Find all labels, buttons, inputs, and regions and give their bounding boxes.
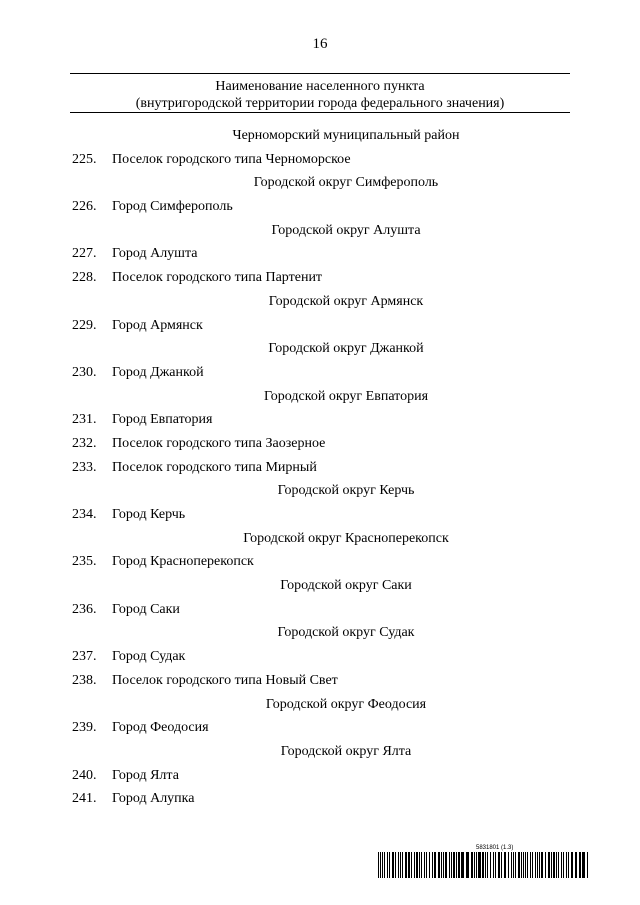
list-item: [0, 669, 640, 693]
barcode-bar: [434, 852, 436, 878]
barcode-bar: [482, 852, 484, 878]
barcode-bar: [504, 852, 506, 878]
barcode-bar: [566, 852, 567, 878]
barcode-bar: [587, 852, 588, 878]
item-number: 234.: [72, 507, 97, 522]
item-name: Город Судак: [112, 649, 186, 665]
barcode-bar: [405, 852, 407, 878]
barcode-bar: [535, 852, 536, 878]
barcode-image: [378, 852, 590, 878]
barcode-bar: [414, 852, 415, 878]
barcode-bar: [539, 852, 540, 878]
barcode-bar: [515, 852, 516, 878]
section-heading: Городской округ Саки: [280, 578, 412, 594]
barcode-bar: [441, 852, 442, 878]
barcode-bar: [384, 852, 385, 878]
barcode-bar: [553, 852, 555, 878]
barcode-bar: [525, 852, 526, 878]
barcode-bar: [493, 852, 494, 878]
list-item: [0, 764, 640, 788]
list-item: [0, 148, 640, 172]
item-name: Город Феодосия: [112, 720, 209, 736]
barcode-bar: [378, 852, 379, 878]
barcode-bar: [487, 852, 488, 878]
item-number: 239.: [72, 720, 97, 736]
item-name: Город Евпатория: [112, 412, 213, 428]
barcode-bar: [513, 852, 514, 878]
list-item: [0, 361, 640, 385]
barcode-bar: [392, 852, 394, 878]
barcode-bar: [501, 852, 502, 878]
barcode-bar: [541, 852, 543, 878]
list-item: [0, 550, 640, 574]
item-name: Город Ялта: [112, 767, 179, 783]
barcode-bar: [571, 852, 573, 878]
list-item: [0, 408, 640, 432]
barcode-bar: [380, 852, 381, 878]
item-name: Город Керчь: [112, 507, 186, 522]
barcode-bar: [416, 852, 418, 878]
barcode-label: 5831801 (1.3): [476, 845, 514, 851]
barcode-bar: [527, 852, 528, 878]
list-item: [0, 787, 640, 811]
item-name: Город Джанкой: [112, 364, 204, 380]
item-number: 238.: [72, 672, 97, 688]
item-number: 229.: [72, 317, 97, 333]
barcode-bar: [398, 852, 399, 878]
barcode-bar: [490, 852, 491, 878]
item-name: Город Алушта: [112, 246, 198, 262]
barcode-bar: [438, 852, 440, 878]
item-number: 233.: [72, 459, 97, 475]
barcode-bar: [545, 852, 546, 878]
item-number: 232.: [72, 435, 97, 451]
item-number: 228.: [72, 270, 97, 286]
list-item: [0, 456, 640, 480]
column-header: [70, 78, 570, 112]
barcode-bar: [548, 852, 550, 878]
barcode-bar: [466, 852, 469, 878]
section-heading: Городской округ Симферополь: [253, 175, 439, 191]
barcode-bar: [426, 852, 427, 878]
barcode-bar: [518, 852, 520, 878]
section-heading: Черноморский муниципальный район: [232, 128, 460, 143]
barcode-bar: [575, 852, 577, 878]
column-header-line1: Наименование населенного пункта: [215, 79, 425, 94]
page-number: 16: [312, 36, 328, 52]
item-number: 240.: [72, 767, 97, 783]
barcode-bar: [395, 852, 396, 878]
list-item: [0, 503, 640, 527]
section-heading: Городской округ Керчь: [277, 483, 415, 499]
barcode-bar: [582, 852, 585, 878]
section-heading: Городской округ Джанкой: [268, 341, 424, 357]
item-name: Поселок городского типа Заозерное: [112, 435, 326, 451]
list-item: [0, 195, 640, 219]
barcode-bar: [476, 852, 477, 878]
barcode-bar: [471, 852, 473, 878]
item-number: 236.: [72, 601, 97, 617]
barcode-bar: [461, 852, 464, 878]
item-name: Поселок городского типа Черноморское: [112, 151, 351, 167]
barcode-bar: [478, 852, 481, 878]
list-item: [0, 314, 640, 338]
list-item: [0, 645, 640, 669]
barcode-bar: [561, 852, 562, 878]
item-number: 230.: [72, 364, 97, 380]
item-name: Поселок городского типа Партенит: [112, 270, 323, 286]
barcode-bar: [508, 852, 509, 878]
barcode-bar: [521, 852, 522, 878]
section-heading: Городской округ Красноперекопск: [243, 530, 449, 546]
barcode-bar: [523, 852, 524, 878]
section-heading: Городской округ Судак: [277, 625, 415, 641]
barcode-bar: [579, 852, 581, 878]
barcode-bar: [421, 852, 422, 878]
item-name: Поселок городского типа Новый Свет: [112, 672, 338, 688]
item-number: 227.: [72, 246, 97, 262]
item-number: 226.: [72, 199, 97, 215]
header-top-rule: [70, 73, 570, 74]
item-name: Город Армянск: [112, 317, 203, 333]
item-number: 225.: [72, 151, 97, 167]
barcode-bar: [485, 852, 486, 878]
barcode-bar: [402, 852, 403, 878]
section-heading: Городской округ Армянск: [268, 293, 424, 309]
barcode-bar: [556, 852, 557, 878]
item-name: Город Симферополь: [112, 199, 233, 215]
barcode-bar: [400, 852, 401, 878]
barcode-bar: [449, 852, 450, 878]
barcode-bar: [432, 852, 433, 878]
barcode-bar: [498, 852, 500, 878]
section-heading: Городской округ Алушта: [271, 222, 421, 238]
barcode-bar: [511, 852, 512, 878]
item-number: 237.: [72, 649, 97, 665]
list-item: [0, 432, 640, 456]
barcode-bar: [408, 852, 410, 878]
barcode-bar: [563, 852, 564, 878]
settlement-list: [0, 124, 640, 811]
barcode-bar: [453, 852, 455, 878]
list-item: [0, 716, 640, 740]
barcode-bar: [558, 852, 559, 878]
barcode-bar: [451, 852, 452, 878]
list-item: [0, 598, 640, 622]
list-item: [0, 242, 640, 266]
barcode-bar: [389, 852, 390, 878]
item-name: Поселок городского типа Мирный: [112, 459, 317, 475]
barcode-bar: [537, 852, 538, 878]
barcode-bar: [411, 852, 412, 878]
item-name: Город Красноперекопск: [112, 554, 254, 570]
barcode-bar: [474, 852, 475, 878]
barcode-bar: [456, 852, 457, 878]
section-heading: Городской округ Евпатория: [263, 388, 429, 404]
item-number: 231.: [72, 412, 97, 428]
barcode-bar: [530, 852, 531, 878]
section-heading: Городской округ Ялта: [280, 743, 412, 759]
item-name: Город Алупка: [112, 791, 195, 807]
barcode-bar: [382, 852, 383, 878]
barcode-bar: [532, 852, 533, 878]
barcode-bar: [495, 852, 496, 878]
list-item: [0, 266, 640, 290]
barcode-bar: [429, 852, 430, 878]
barcode-bar: [419, 852, 420, 878]
item-number: 241.: [72, 791, 97, 807]
barcode-bar: [443, 852, 444, 878]
barcode-bar: [551, 852, 552, 878]
barcode-bar: [445, 852, 447, 878]
barcode-bar: [458, 852, 460, 878]
column-header-line2: (внутригородской территории города федерального значения): [135, 96, 505, 111]
barcode-bar: [568, 852, 569, 878]
section-heading: Городской округ Феодосия: [265, 696, 427, 712]
header-bottom-rule: [70, 112, 570, 113]
item-number: 235.: [72, 554, 97, 570]
barcode-bar: [424, 852, 425, 878]
item-name: Город Саки: [112, 601, 180, 617]
barcode-bar: [387, 852, 388, 878]
